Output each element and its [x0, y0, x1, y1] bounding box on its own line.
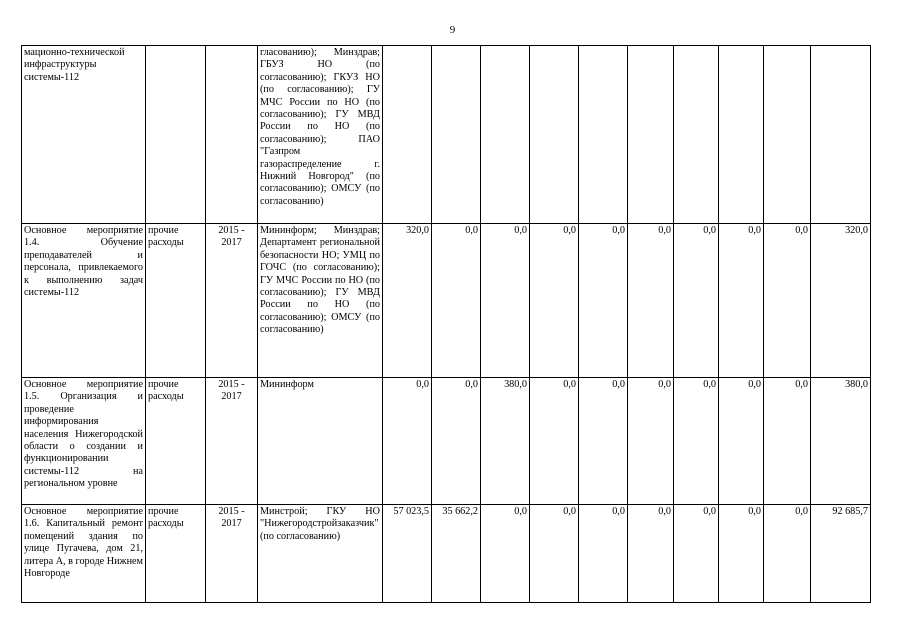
table-row	[22, 224, 871, 378]
value-cell	[530, 46, 579, 224]
value-cell	[764, 46, 811, 224]
period-cell: 2015 - 2017	[206, 378, 258, 505]
value-cell: 0,0	[764, 224, 811, 378]
value-cell: 0,0	[481, 224, 530, 378]
executors-cell: Мининформ; Минздрав; Департамент региональной безопасности НО; УМЦ по ГОЧС (по согласованию); ГУ МЧС России по НО (по согласованию); ГУ МВД России по НО (по согласованию); ОМСУ (по согласованию)	[258, 224, 383, 378]
value-cell: 0,0	[628, 378, 674, 505]
measure-name-cell: Основное мероприятие 1.5. Организация и проведение информирования населения Нижегородской области о создании и функционировании системы-112 на региональном уровне	[22, 378, 146, 505]
measure-name-cell: Основное мероприятие 1.6. Капитальный ремонт помещений здания по улице Пугачева, дом 21, литера А, в городе Нижнем Новгороде	[22, 505, 146, 603]
value-cell: 0,0	[530, 224, 579, 378]
value-cell: 0,0	[530, 505, 579, 603]
value-cell: 0,0	[719, 505, 764, 603]
table-row	[22, 505, 871, 603]
value-cell: 0,0	[674, 224, 719, 378]
value-cell: 0,0	[579, 505, 628, 603]
funding-source-cell: прочие расходы	[146, 505, 206, 603]
value-cell: 0,0	[579, 378, 628, 505]
value-cell: 0,0	[628, 224, 674, 378]
value-cell: 0,0	[432, 378, 481, 505]
value-cell: 0,0	[530, 378, 579, 505]
value-cell: 320,0	[383, 224, 432, 378]
value-cell	[674, 46, 719, 224]
value-cell	[628, 46, 674, 224]
value-cell: 0,0	[719, 378, 764, 505]
total-cell	[811, 46, 871, 224]
value-cell: 0,0	[481, 505, 530, 603]
value-cell: 0,0	[764, 505, 811, 603]
value-cell: 0,0	[628, 505, 674, 603]
value-cell: 0,0	[674, 505, 719, 603]
value-cell	[719, 46, 764, 224]
budget-table	[21, 45, 871, 603]
page-number: 9	[449, 24, 456, 36]
total-cell: 92 685,7	[811, 505, 871, 603]
measure-name-cell: Основное мероприятие 1.4. Обучение преподавателей и персонала, привлекаемого к выполнению задач системы-112	[22, 224, 146, 378]
value-cell	[481, 46, 530, 224]
value-cell: 0,0	[579, 224, 628, 378]
value-cell: 0,0	[674, 378, 719, 505]
value-cell: 35 662,2	[432, 505, 481, 603]
measure-name-cell: мационно-технической инфраструктуры системы-112	[22, 46, 146, 224]
table-row	[22, 46, 871, 224]
value-cell: 0,0	[432, 224, 481, 378]
total-cell: 380,0	[811, 378, 871, 505]
value-cell	[432, 46, 481, 224]
period-cell: 2015 - 2017	[206, 505, 258, 603]
funding-source-cell	[146, 46, 206, 224]
funding-source-cell: прочие расходы	[146, 378, 206, 505]
period-cell	[206, 46, 258, 224]
executors-cell: гласованию); Минздрав; ГБУЗ НО (по согласованию); ГКУЗ НО (по согласованию); ГУ МЧС России по НО (по согласованию); ГУ МВД России по НО (по согласованию); ПАО "Газпром газораспределение г. Нижний Новгород" (по согласованию); ОМСУ (по согласованию)	[258, 46, 383, 224]
value-cell: 0,0	[719, 224, 764, 378]
funding-source-cell: прочие расходы	[146, 224, 206, 378]
executors-cell: Мининформ	[258, 378, 383, 505]
value-cell: 0,0	[383, 378, 432, 505]
total-cell: 320,0	[811, 224, 871, 378]
table-row	[22, 378, 871, 505]
value-cell: 380,0	[481, 378, 530, 505]
value-cell: 0,0	[764, 378, 811, 505]
period-cell: 2015 - 2017	[206, 224, 258, 378]
executors-cell: Минстрой; ГКУ НО "Нижегородстройзаказчик" (по согласованию)	[258, 505, 383, 603]
value-cell	[579, 46, 628, 224]
value-cell	[383, 46, 432, 224]
value-cell: 57 023,5	[383, 505, 432, 603]
